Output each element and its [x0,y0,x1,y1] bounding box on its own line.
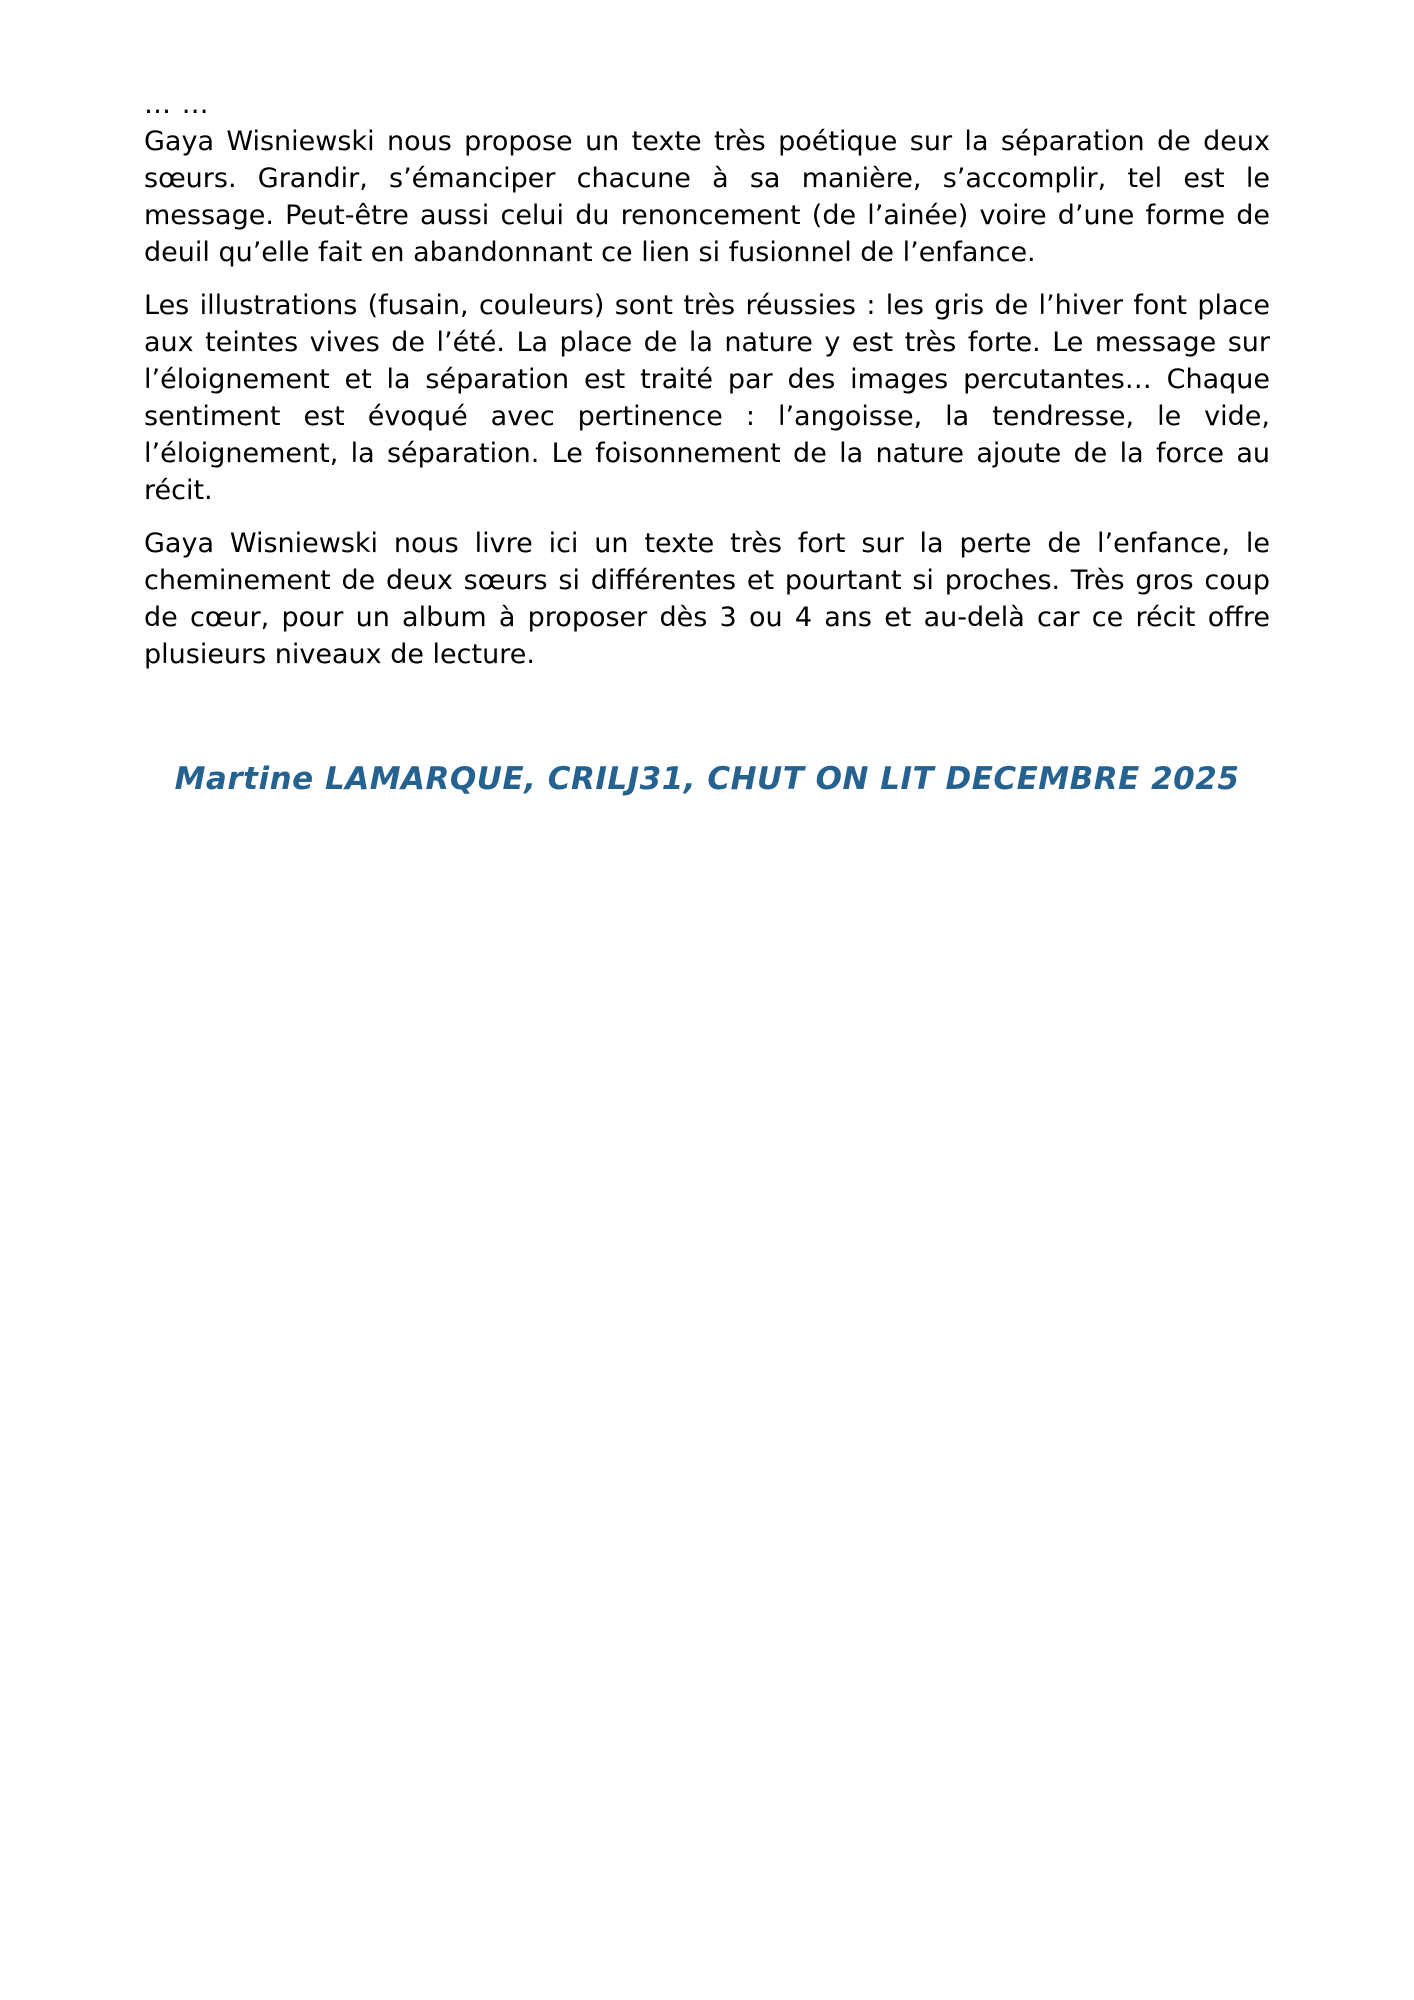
review-paragraph-3: Gaya Wisniewski nous livre ici un texte très fort sur la perte de l’enfance, le cheminement de deux sœurs si différentes et pourtant si proches. Très gros coup de cœur, pour un album à proposer dès 3 ou 4 ans et au-delà car ce récit offre plusieurs niveaux de lecture. [144,528,1270,670]
leading-ellipsis: … … [144,89,210,120]
signature-line: Martine LAMARQUE, CRILJ31, CHUT ON LIT DECEMBRE 2025 [174,761,1240,797]
review-paragraph-2: Les illustrations (fusain, couleurs) sont très réussies : les gris de l’hiver font place aux teintes vives de l’été. La place de la nature y est très forte. Le message sur l’éloignement et la séparation est traité par des images percutantes… Chaque sentiment est évoqué avec pertinence : l’angoisse, la tendresse, le vide, l’éloignement, la séparation. Le foisonnement de la nature ajoute de la force au récit. [144,290,1270,506]
document-body [144,86,1270,799]
review-paragraph-1: Gaya Wisniewski nous propose un texte très poétique sur la séparation de deux sœurs. Grandir, s’émanciper chacune à sa manière, s’accomplir, tel est le message. Peut-être aussi celui du renoncement (de l’ainée) voire d’une forme de deuil qu’elle fait en abandonnant ce lien si fusionnel de l’enfance. [144,126,1270,268]
